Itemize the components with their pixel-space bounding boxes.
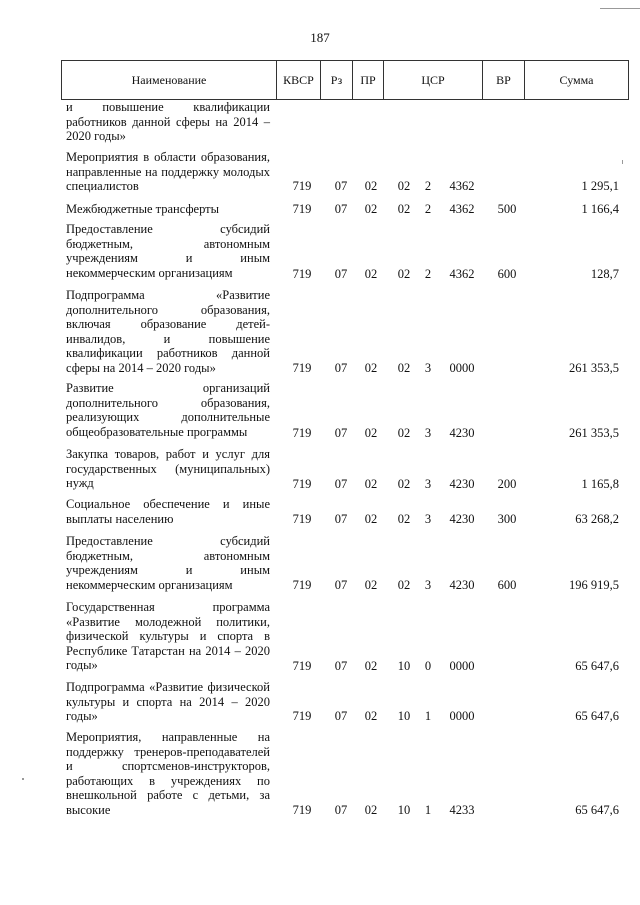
- row-rz: 07: [334, 267, 348, 281]
- header-name: Наименование: [62, 61, 277, 99]
- row-csr-program: 02: [397, 578, 411, 592]
- row-name: Подпрограмма «Развитие дополнительного образования, включая образование детей-инвалидов, и повышение квалификации работников данной сферы на 2014 – 2020 годы»: [66, 288, 270, 375]
- row-csr-program: 02: [397, 267, 411, 281]
- row-name: Предоставление субсидий бюджетным, автономным учреждениям и иным некоммерческим организациям: [66, 534, 270, 592]
- row-csr-subprogram: 0: [424, 659, 432, 673]
- row-rz: 07: [334, 803, 348, 817]
- row-csr-subprogram: 3: [424, 426, 432, 440]
- scan-artifact-line: [600, 8, 640, 9]
- row-csr-subprogram: 1: [424, 803, 432, 817]
- row-csr-program: 02: [397, 361, 411, 375]
- row-rz: 07: [334, 202, 348, 216]
- row-sum: 63 268,2: [575, 512, 619, 526]
- row-csr-code: 4362: [449, 267, 475, 281]
- row-name: Подпрограмма «Развитие физической культуры и спорта на 2014 – 2020 годы»: [66, 680, 270, 723]
- row-kvsr: 719: [292, 512, 312, 526]
- row-csr-subprogram: 3: [424, 512, 432, 526]
- row-pr: 02: [364, 578, 378, 592]
- row-rz: 07: [334, 361, 348, 375]
- row-kvsr: 719: [292, 267, 312, 281]
- row-csr-code: 4362: [449, 202, 475, 216]
- row-sum: 128,7: [590, 267, 619, 281]
- header-csr: ЦСР: [384, 61, 483, 99]
- row-csr-subprogram: 1: [424, 709, 432, 723]
- row-csr-program: 02: [397, 202, 411, 216]
- row-pr: 02: [364, 709, 378, 723]
- row-csr-subprogram: 2: [424, 267, 432, 281]
- row-kvsr: 719: [292, 659, 312, 673]
- row-csr-code: 4233: [449, 803, 475, 817]
- row-sum: 261 353,5: [569, 426, 619, 440]
- row-sum: 1 165,8: [581, 477, 619, 491]
- row-kvsr: 719: [292, 179, 312, 193]
- row-rz: 07: [334, 426, 348, 440]
- row-kvsr: 719: [292, 709, 312, 723]
- row-sum: 65 647,6: [575, 659, 619, 673]
- row-csr-program: 02: [397, 426, 411, 440]
- row-csr-program: 02: [397, 477, 411, 491]
- row-csr-program: 10: [397, 803, 411, 817]
- scan-artifact-dot: [22, 778, 24, 780]
- row-name: и повышение квалификации работников данной сферы на 2014 – 2020 годы»: [66, 100, 270, 143]
- row-rz: 07: [334, 659, 348, 673]
- header-rz: Рз: [321, 61, 353, 99]
- row-pr: 02: [364, 512, 378, 526]
- row-sum: 65 647,6: [575, 803, 619, 817]
- row-rz: 07: [334, 709, 348, 723]
- table-header: [61, 60, 629, 100]
- row-rz: 07: [334, 578, 348, 592]
- row-csr-code: 0000: [449, 659, 475, 673]
- row-kvsr: 719: [292, 803, 312, 817]
- row-name: Предоставление субсидий бюджетным, автономным учреждениям и иным некоммерческим организациям: [66, 222, 270, 280]
- row-name: Мероприятия, направленные на поддержку тренеров-преподавателей и спортсменов-инструкторов, работающих в учреждениях по внешкольной работе с детьми, за высокие: [66, 730, 270, 817]
- row-pr: 02: [364, 361, 378, 375]
- row-pr: 02: [364, 202, 378, 216]
- header-sum: Сумма: [559, 73, 594, 87]
- row-rz: 07: [334, 512, 348, 526]
- row-csr-code: 0000: [449, 709, 475, 723]
- row-sum: 65 647,6: [575, 709, 619, 723]
- row-pr: 02: [364, 477, 378, 491]
- row-pr: 02: [364, 179, 378, 193]
- row-name: Межбюджетные трансферты: [66, 202, 220, 216]
- row-csr-subprogram: 2: [424, 179, 432, 193]
- row-kvsr: 719: [292, 426, 312, 440]
- row-csr-subprogram: 2: [424, 202, 432, 216]
- row-csr-code: 0000: [449, 361, 475, 375]
- row-name: Закупка товаров, работ и услуг для государственных (муниципальных) нужд: [66, 447, 270, 490]
- page-number: 187: [310, 30, 330, 45]
- row-name: Социальное обеспечение и иные выплаты населению: [66, 497, 270, 526]
- row-sum: 1 166,4: [581, 202, 619, 216]
- row-csr-subprogram: 3: [424, 361, 432, 375]
- row-vr: 600: [497, 267, 517, 281]
- header-pr: ПР: [353, 61, 384, 99]
- row-csr-code: 4230: [449, 426, 475, 440]
- header-vr: ВР: [483, 61, 525, 99]
- row-rz: 07: [334, 179, 348, 193]
- row-csr-code: 4230: [449, 477, 475, 491]
- row-pr: 02: [364, 659, 378, 673]
- scan-artifact-mark: [622, 160, 623, 164]
- header-kvsr: КВСР: [277, 61, 321, 99]
- row-csr-program: 02: [397, 512, 411, 526]
- row-csr-code: 4362: [449, 179, 475, 193]
- row-sum: 1 295,1: [581, 179, 619, 193]
- row-name: Развитие организаций дополнительного образования, реализующих дополнительные общеобразовательные программы: [66, 381, 270, 439]
- row-csr-subprogram: 3: [424, 477, 432, 491]
- row-pr: 02: [364, 426, 378, 440]
- row-name: Мероприятия в области образования, направленные на поддержку молодых специалистов: [66, 150, 270, 193]
- row-kvsr: 719: [292, 477, 312, 491]
- row-csr-program: 02: [397, 179, 411, 193]
- row-pr: 02: [364, 267, 378, 281]
- row-sum: 196 919,5: [569, 578, 619, 592]
- row-vr: 200: [497, 477, 517, 491]
- row-vr: 600: [497, 578, 517, 592]
- row-sum: 261 353,5: [569, 361, 619, 375]
- row-kvsr: 719: [292, 361, 312, 375]
- row-csr-subprogram: 3: [424, 578, 432, 592]
- row-rz: 07: [334, 477, 348, 491]
- row-name: Государственная программа «Развитие молодежной политики, физической культуры и спорта в Республике Татарстан на 2014 – 2020 годы»: [66, 600, 270, 672]
- row-csr-code: 4230: [449, 512, 475, 526]
- row-kvsr: 719: [292, 578, 312, 592]
- row-vr: 500: [497, 202, 517, 216]
- row-vr: 300: [497, 512, 517, 526]
- row-csr-program: 10: [397, 659, 411, 673]
- row-pr: 02: [364, 803, 378, 817]
- row-kvsr: 719: [292, 202, 312, 216]
- row-csr-program: 10: [397, 709, 411, 723]
- row-csr-code: 4230: [449, 578, 475, 592]
